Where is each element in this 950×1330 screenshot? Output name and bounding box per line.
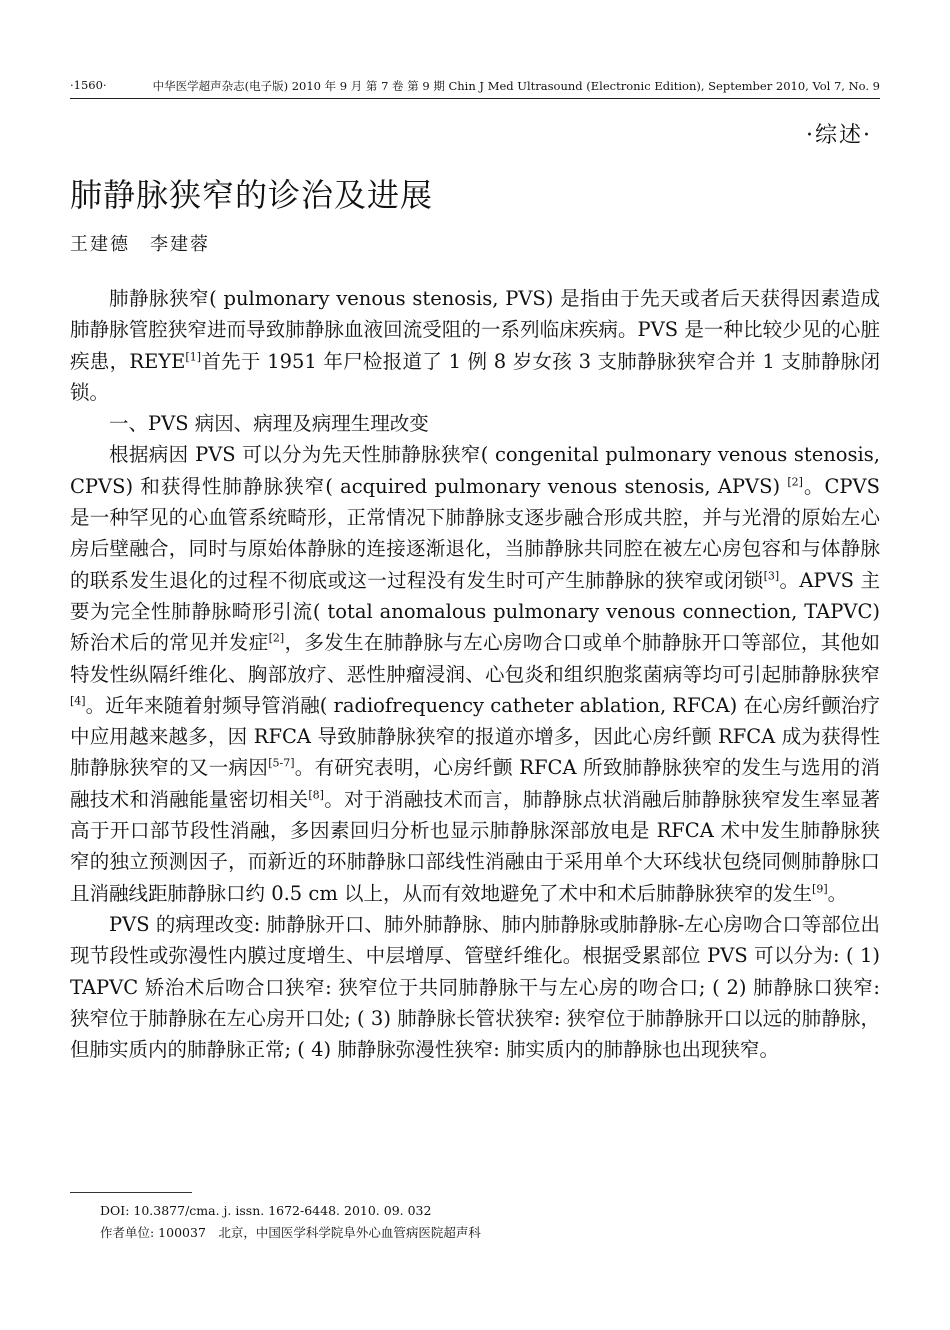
article-body: [70, 283, 880, 1065]
citation-ref: [5-7]: [268, 756, 295, 770]
text-run: ，多发生在肺静脉与左心房吻合口或单个肺静脉开口等部位，其他如特发性纵隔纤维化、胸部放疗、恶性肿瘤浸润、心包炎和组织胞浆菌病等均可引起肺静脉狭窄: [70, 631, 880, 686]
text-run: 。对于消融技术而言，肺静脉点状消融后肺静脉狭窄发生率显著高于开口部节段性消融，多因素回归分析也显示肺静脉深部放电是 RFCA 术中发生肺静脉狭窄的独立预测因子，而新近的环肺静脉口部线性消融由于采用单个大环线状包绕同侧肺静脉口且消融线距肺静脉口约 0.5 cm 以上，从而有效地避免了术中和术后肺静脉狭窄的发生: [70, 787, 880, 905]
author-list: 王建德 李建蓉: [70, 234, 210, 255]
text-run: 。: [827, 881, 848, 905]
footnote-rule: [70, 1192, 192, 1193]
body-paragraph: [70, 909, 880, 1065]
running-header: [70, 76, 880, 99]
affiliation-line: 作者单位: 100037 北京，中国医学科学院阜外心血管病医院超声科: [100, 1225, 481, 1240]
body-paragraph: [70, 283, 880, 408]
footnotes: [100, 1200, 481, 1244]
article-title: 肺静脉狭窄的诊治及进展: [70, 176, 434, 214]
doi-line: DOI: 10.3877/cma. j. issn. 1672-6448. 2010. 09. 032: [100, 1203, 432, 1218]
section-heading: [70, 408, 880, 439]
section-label: ·综述·: [806, 123, 872, 148]
citation-ref: [3]: [763, 569, 780, 583]
journal-citation: 中华医学超声杂志(电子版) 2010 年 9 月 第 7 卷 第 9 期 Chin J Med Ultrasound (Electronic Edition), September 2010, Vol 7, No. 9: [152, 79, 880, 93]
page-number: ·1560·: [70, 78, 107, 92]
text-run: 肺静脉狭窄( pulmonary venous stenosis, PVS) 是指由于先天或者后天获得因素造成肺静脉管腔狭窄进而导致肺静脉血液回流受阻的一系列临床疾病。PVS 是一种比较少见的心脏疾患，REYE: [70, 287, 880, 373]
text-run: 一、PVS 病因、病理及病理生理改变: [109, 412, 429, 436]
citation-ref: [9]: [812, 882, 828, 896]
citation-ref: [4]: [70, 694, 86, 708]
text-run: 根据病因 PVS 可以分为先天性肺静脉狭窄( congenital pulmonary venous stenosis, CPVS) 和获得性肺静脉狭窄( acquired pulmonary venous stenosis, APVS): [70, 443, 880, 498]
citation-ref: [1]: [185, 350, 202, 364]
text-run: 。近年来随着射频导管消融( radiofrequency catheter ablation, RFCA) 在心房纤颤治疗中应用越来越多，因 RFCA 导致肺静脉狭窄的报道亦增多，因此心房纤颤 RFCA 成为获得性肺静脉狭窄的又一病因: [70, 693, 880, 780]
text-run: 首先于 1951 年尸检报道了 1 例 8 岁女孩 3 支肺静脉狭窄合并 1 支肺静脉闭锁。: [70, 349, 880, 404]
text-run: 。CPVS 是一种罕见的心血管系统畸形，正常情况下肺静脉支逐步融合形成共腔，并与光滑的原始左心房后壁融合，同时与原始体静脉的连接逐渐退化，当肺静脉共同腔在被左心房包容和与体静脉的联系发生退化的过程不彻底或这一过程没有发生时可产生肺静脉的狭窄或闭锁: [70, 474, 880, 592]
text-run: 。有研究表明，心房纤颤 RFCA 所致肺静脉狭窄的发生与选用的消融技术和消融能量密切相关: [70, 756, 880, 811]
citation-ref: [2]: [787, 475, 803, 489]
text-run: 。APVS 主要为完全性肺静脉畸形引流( total anomalous pulmonary venous connection, TAPVC) 矫治术后的常见并发症: [70, 568, 880, 655]
body-paragraph: [70, 439, 880, 908]
citation-ref: [8]: [308, 788, 324, 802]
citation-ref: [2]: [268, 631, 285, 645]
text-run: PVS 的病理改变: 肺静脉开口、肺外肺静脉、肺内肺静脉或肺静脉-左心房吻合口等部位出现节段性或弥漫性内膜过度增生、中层增厚、管壁纤维化。根据受累部位 PVS 可以分为: ( 1) TAPVC 矫治术后吻合口狭窄: 狭窄位于共同肺静脉干与左心房的吻合口; ( 2) 肺静脉口狭窄: 狭窄位于肺静脉在左心房开口处; ( 3) 肺静脉长管状狭窄: 狭窄位于肺静脉开口以远的肺静脉，但肺实质内的肺静脉正常; ( 4) 肺静脉弥漫性狭窄: 肺实质内的肺静脉也出现狭窄。: [70, 912, 880, 1062]
